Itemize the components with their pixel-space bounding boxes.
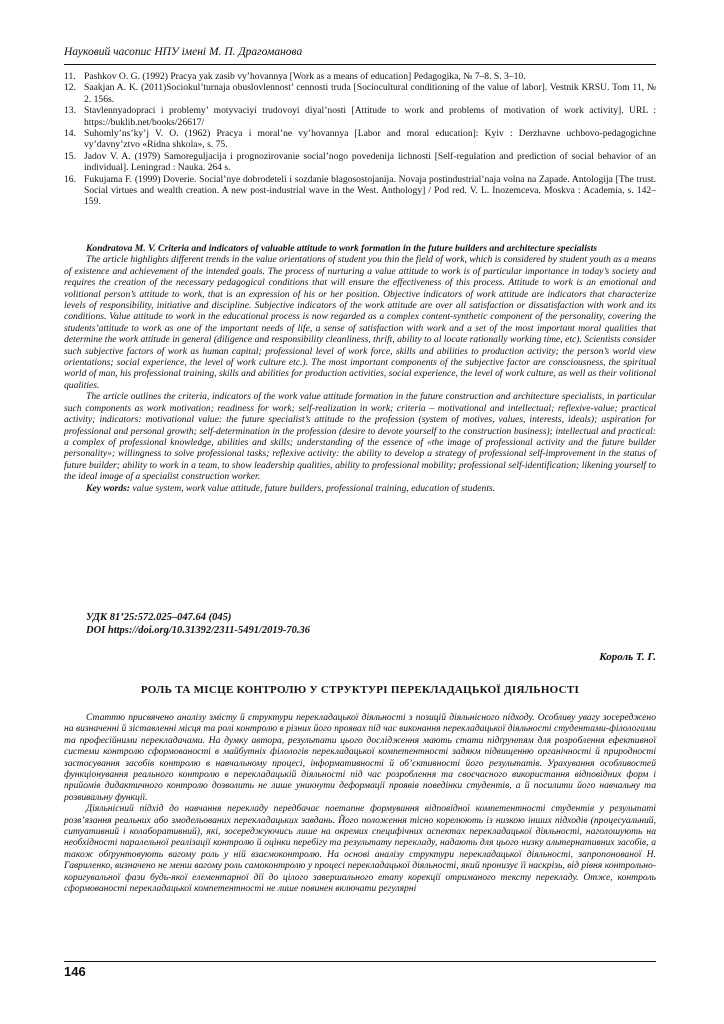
- reference-number: 14.: [64, 128, 76, 140]
- udk-line: УДК 81’25:572.025–047.64 (045): [86, 612, 232, 623]
- udk-doi-block: [86, 612, 310, 637]
- reference-number: 16.: [64, 173, 76, 185]
- body-paragraph: Статтю присвячено аналізу змісту й структури перекладацької діяльності з позицій діяльнісного підходу. Особливу увагу зосереджено на визначенні й зіставленні місця та ролі контролю в різних його проявах під час виконання перекладацької діяльності студентами-філологами та професійними перекладачами. На думку автора, результати цього дослідження мають стати підґрунтям для розроблення ефективної системи контролю сформованості в майбутніх філологів перекладацької компетентності задякм підвищенню органічності й природності застосування засобів контролю в навчальному процесі, інформативності й об’єктивності його результатів. Урахування особливостей функціонування реального контролю в перекладацькій діяльності під час розроблення та своєчасного використання відповідних форм і прийомів дидактичного контролю дозволить не лише уникнути деформації проявів поведінки студентів, а й посилити його навчальну та розвивальну функції.: [64, 712, 656, 803]
- article-author: Король Т. Г.: [599, 651, 656, 663]
- keywords: [64, 483, 656, 494]
- reference-number: 11.: [64, 71, 76, 82]
- reference-item: [64, 174, 656, 208]
- reference-text: Fukujama F. (1999) Doverie. Social’nye dobrodeteli i sozdanie blagosostojanija. Novaja postindustrial’naja volna na Zapade. Antologija [The trust. Social virtues and wealth creation. A new post-industrial wave in the West. Anthology] / Pod red. V. L. Inozemceva. Moskva : Academia, s. 142–159.: [84, 173, 656, 208]
- english-abstract: [64, 243, 656, 494]
- abstract-title: Kondratova M. V. Criteria and indicators of valuable attitude to work formation in the future builders and architecture specialists: [86, 243, 598, 254]
- journal-header: Науковий часопис НПУ імені М. П. Драгоманова: [64, 46, 303, 58]
- document-page: [64, 0, 656, 1024]
- reference-text: Stavlennyadopraci i problemy’ motyvaciyi trudovoyi diyal’nosti [Attitude to work and problems of motivation of work activity]. URL : https://buklib.net/books/26617/: [84, 105, 656, 128]
- article-title: РОЛЬ ТА МІСЦЕ КОНТРОЛЮ У СТРУКТУРІ ПЕРЕКЛАДАЦЬКОЇ ДІЯЛЬНОСТІ: [140, 684, 580, 696]
- page-number: 146: [64, 964, 86, 979]
- keywords-label: Key words:: [86, 482, 130, 494]
- reference-list: [64, 71, 656, 208]
- reference-number: 15.: [64, 150, 76, 162]
- abstract-paragraph: The article highlights different trends in the value orientations of student you thin the field of work, which is considered by student youth as a means of existence and achievement of the intended goals. The process of nurturing a value attitude to work is of particular importance in today’s society and requires the creation of the necessary pedagogical conditions that will ensure the effectiveness of this process. Attitude to work is an emotional and volitional person’s attitude to work, that is an expression of his or her position. Objective indicators of work attitude are indicators that characterize levels of responsibility, initiative and discipline. Subjective indicators of the work attitude are over all satisfaction or dissatisfaction with work and its conditions. Value attitude to work in the educational process is now regarded as a complex content-synthetic component of the personality, covering the students’attitude to work as one of the important needs of life, a sense of satisfaction with work and a set of the most important moral qualities that determine the work attitude in general (diligence and responsibility cleanliness, thrift, ability to al locate rationally working time, etc). Scientists consider such subjective factors of work as human capital; professional level of work force, skills and abilities to production activity; the person’s world view orientations; social experience, the level of work culture etc.). The most important components of the subjective factor are consciousness, the spiritual world of man, his professional training, skills and abilities for production activities, social experience, the level of work culture, as well as their volitional qualities.: [64, 254, 656, 391]
- reference-item: [64, 105, 656, 128]
- footer-divider: [64, 961, 656, 962]
- reference-item: [64, 128, 656, 151]
- reference-number: 12.: [64, 82, 76, 94]
- header-divider: [64, 64, 656, 65]
- reference-text: Suhomly’ns’ky’j V. O. (1962) Pracya i moral’ne vy’hovannya [Labor and moral education]: Kyiv : Derzhavne uchbovo-pedagogichne vy’davny’ztvo «Ridna shkola», s. 75.: [84, 128, 656, 151]
- abstract-paragraph: The article outlines the criteria, indicators of the work value attitude formation in the future construction and architecture specialists, in particular such components as work motivation; readiness for work; self-realization in work; criteria – motivational and intellectual; reflexive-value; practical activity; indicators: motivational value: the future specialist’s attitude to the profession (system of motives, values, interests, ideals); aspiration for professional and personal growth; self-determination in the profession (desire to devote yourself to the construction business); intellectual and practical: a complex of professional knowledge, abilities and skills; understanding of the essence of «the image of professional activity and the future builder personality»; willingness to solve professional tasks; reflexive activity: the ability to develop a strategy of professional self-improvement in the status of future builder; ability to work in a team, to show leadership qualities, ability to professional mobility; professional self-identification; likening yourself to the ideal image of a specialist construction worker.: [64, 391, 656, 483]
- reference-item: [64, 82, 656, 105]
- reference-text: Pashkov O. G. (1992) Pracya yak zasib vy’hovannya [Work as a means of education] Pedagogika, № 7–8. S. 3–10.: [84, 71, 526, 82]
- reference-number: 13.: [64, 105, 76, 117]
- body-paragraph: Діяльнісний підхід до навчання перекладу передбачає поетапне формування відповідної компетентності студентів у результаті розв’язання реальних або змодельованих перекладацьких завдань. Його положення тісно корелюють із низкою інших підходів (процесуальний, ситуативний і колаборативний), які, зосереджуючись лише на окремих специфічних аспектах перекладацької діяльності, наголошують на необхідності паралельної реалізації контролю й оцінки перебігу та результату перекладу, надають для цього низку альтернативних засобів, а також обґрунтовують вагому роль у ній взаємоконтролю. На основі аналізу структури перекладацької діяльності, запропонованої Н. Гавриленко, визначено не менш вагому роль самоконтролю у процесі перекладацької діяльності, який пронизує її наскрізь, від рівня контрольно-коригувальної фази будь-якої елементарної дії до цілого завершального етапу корекції отриманого тексту перекладу. Отже, контроль сформованості перекладацької компетентності не лише повинен включати регулярні: [64, 803, 656, 895]
- reference-item: [64, 71, 656, 82]
- keywords-text: value system, work value attitude, future builders, professional training, education of students.: [132, 482, 496, 494]
- article-body: [64, 712, 656, 895]
- reference-text: Jadov V. A. (1979) Samoreguljacija i prognozirovanie social’nogo povedenija lichnosti [Self-regulation and prediction of social behavior of an individual]. Leningrad : Nauka. 264 s.: [84, 150, 656, 174]
- reference-text: Saakjan A. K. (2011)Sociokul’turnaja obuslovlennost’ cennosti truda [Sociocultural conditioning of the value of labor]. Vestnik KRSU. Tom 11, № 2. 156s.: [84, 82, 656, 105]
- reference-item: [64, 151, 656, 174]
- doi-line: DOI https://doi.org/10.31392/2311-5491/2019-70.36: [86, 624, 311, 636]
